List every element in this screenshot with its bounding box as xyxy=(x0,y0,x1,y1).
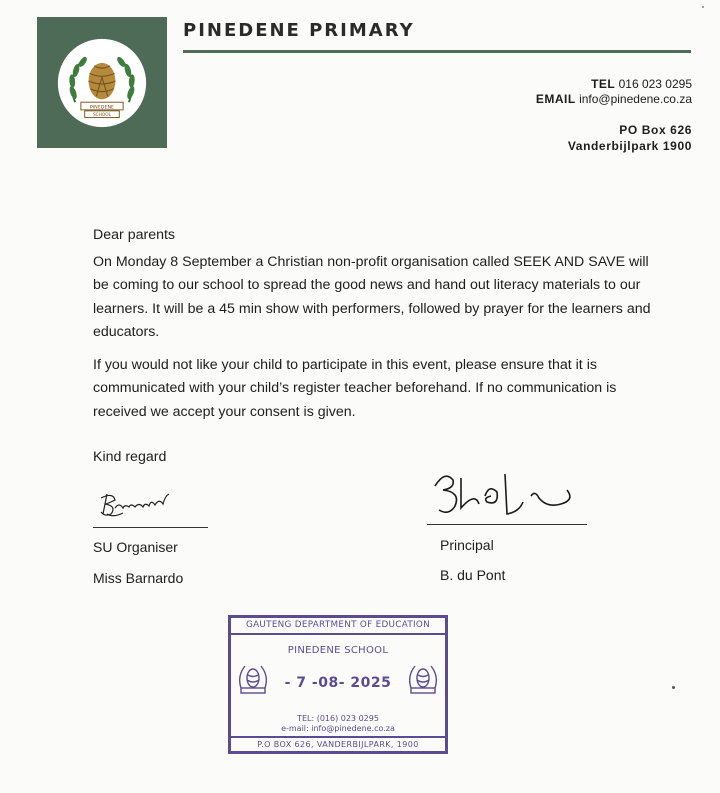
school-name: PINEDENE PRIMARY xyxy=(183,20,415,41)
signature-principal xyxy=(427,466,587,525)
handwritten-signature-principal xyxy=(427,466,587,519)
principal-role: Principal xyxy=(440,537,494,553)
stamp-school: PINEDENE SCHOOL xyxy=(287,645,389,656)
address-line-2: Vanderbijlpark 1900 xyxy=(567,139,692,153)
scan-speck xyxy=(672,686,675,689)
signature-organiser xyxy=(93,484,208,528)
closing: Kind regard xyxy=(93,449,167,465)
crest-banner-top: PINEDENE xyxy=(89,104,115,110)
letter-paragraph-2: If you would not like your child to participate in this event, please ensure that it is communicated with your child’s register teacher beforehand. If no communication is received we accept your consent is given. xyxy=(93,356,617,420)
header-rule xyxy=(183,50,691,53)
official-stamp xyxy=(228,615,448,754)
email-value: info@pinedene.co.za xyxy=(579,92,692,106)
handwritten-signature-organiser xyxy=(93,484,208,522)
signature-line-right xyxy=(427,524,587,525)
scan-speck-edge xyxy=(702,6,704,8)
organiser-name: Miss Barnardo xyxy=(93,570,184,586)
letter-paragraph-1: On Monday 8 September a Christian non-profit organisation called SEEK AND SAVE will be coming to our school to spread the good news and hand out literacy materials to our learners. It will be a 45 min show with performers, followed by prayer for the learners and educators. xyxy=(93,253,651,340)
address-block xyxy=(568,122,692,154)
signature-line-left xyxy=(93,527,208,528)
contact-block xyxy=(536,77,692,107)
tel-label: TEL xyxy=(591,77,616,91)
letter-body xyxy=(93,224,653,433)
stamp-tel: TEL: (016) 023 0295 xyxy=(297,714,379,723)
tel-line xyxy=(536,77,692,92)
salutation: Dear parents xyxy=(93,227,176,243)
stamp-pobox: P.O BOX 626, VANDERBIJLPARK, 1900 xyxy=(231,736,445,751)
stamp-email: e-mail: info@pinedene.co.za xyxy=(281,724,395,733)
email-line xyxy=(536,92,692,107)
tel-value: 016 023 0295 xyxy=(618,77,692,91)
stamp-date: - 7 -08- 2025 xyxy=(284,675,392,691)
email-label: EMAIL xyxy=(535,92,576,106)
pinecone-crest-icon xyxy=(54,35,150,131)
principal-name: B. du Pont xyxy=(440,567,506,583)
crest-banner-bottom: SCHOOL xyxy=(92,112,112,118)
address-line-1: PO Box 626 xyxy=(619,123,692,137)
school-logo xyxy=(37,17,167,148)
stamp-department: GAUTENG DEPARTMENT OF EDUCATION xyxy=(231,618,445,635)
organiser-role: SU Organiser xyxy=(93,539,178,555)
